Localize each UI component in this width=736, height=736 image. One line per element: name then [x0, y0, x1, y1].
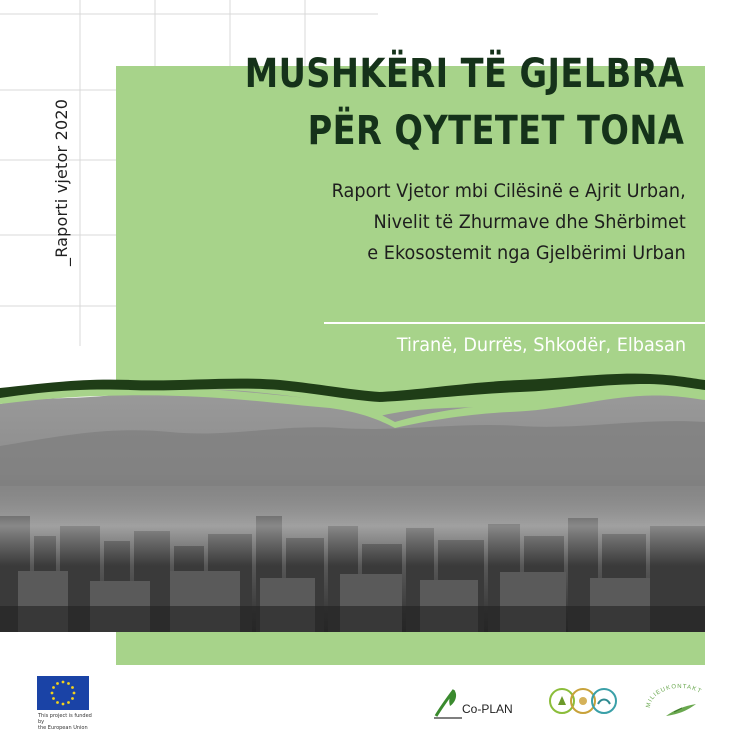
coplan-logo-icon [432, 684, 516, 720]
report-year-label: _Raporti vjetor 2020 [52, 98, 71, 266]
subtitle [332, 176, 686, 269]
circles-logo-icon [548, 686, 618, 716]
coplan-logo-text: Co-PLAN [462, 702, 513, 716]
milieukontakt-logo-icon [644, 682, 716, 724]
eu-caption-line-2: the European Union [38, 725, 88, 731]
footer [0, 665, 736, 736]
eu-caption-line-1: This project is funded by [38, 713, 92, 725]
page-title [244, 46, 684, 160]
eu-caption [38, 713, 98, 731]
subtitle-line-1: Raport Vjetor mbi Cilësinë e Ajrit Urban, [331, 180, 686, 202]
title-line-2: PËR QYTETET TONA [307, 108, 684, 154]
divider [324, 322, 705, 324]
city-skyline-photo [0, 366, 705, 632]
title-line-1: MUSHKËRI TË GJELBRA [244, 51, 684, 97]
milieukontakt-logo-text: MILIEUKONTAKT [645, 683, 703, 709]
subtitle-line-3: e Ekosostemit nga Gjelbërimi Urban [367, 242, 686, 264]
subtitle-line-2: Nivelit të Zhurmave dhe Shërbimet [373, 211, 686, 233]
cities-list: Tiranë, Durrës, Shkodër, Elbasan [396, 334, 686, 356]
eu-flag-icon [37, 676, 89, 710]
